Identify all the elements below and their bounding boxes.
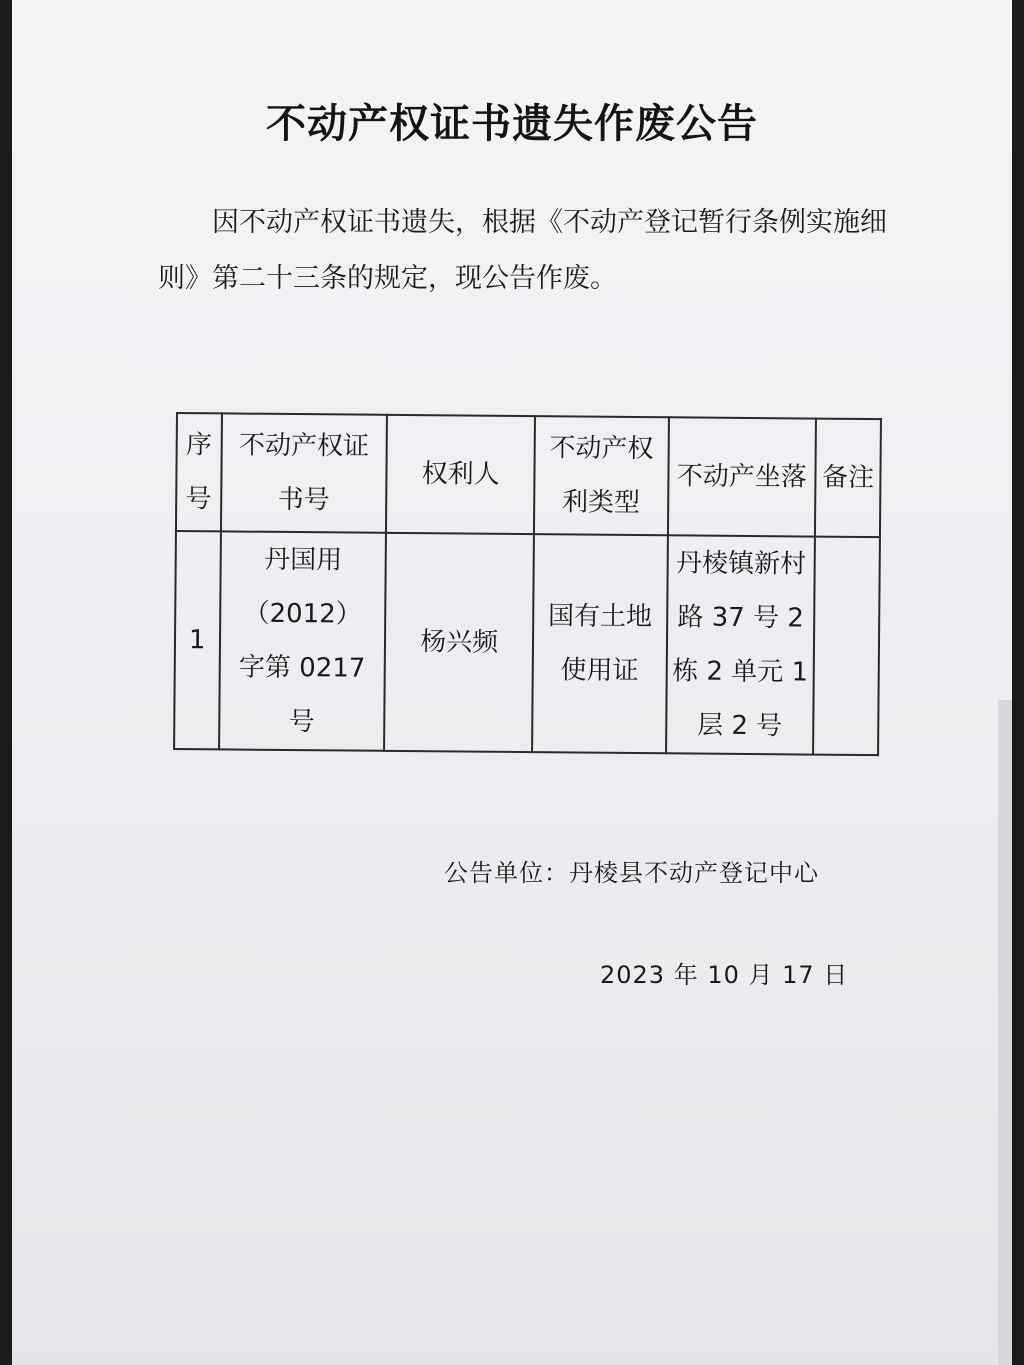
cell-location: 丹棱镇新村路 37 号 2 栋 2 单元 1 层 2 号: [666, 535, 816, 754]
header-right-type: [534, 416, 669, 535]
cell-remark: [813, 537, 880, 756]
issuer-line: 公告单位：丹棱县不动产登记中心: [444, 859, 819, 887]
header-holder: 权利人: [386, 415, 535, 534]
header-remark: 备注: [815, 419, 881, 538]
header-right-type-label: 不动产权利类型: [549, 433, 654, 519]
header-cert-no: [220, 413, 387, 532]
cell-holder: 杨兴频: [384, 533, 534, 752]
header-cert-no-label: 不动产权证书号: [239, 430, 370, 516]
issue-date: 2023 年 10 月 17 日: [600, 961, 849, 989]
header-location: 不动产坐落: [668, 417, 817, 536]
cell-cert-no: [219, 531, 387, 750]
header-seq: 序号: [176, 413, 222, 531]
table-header-row: [176, 413, 881, 537]
document-title: 不动产权证书遗失作废公告: [266, 101, 758, 147]
notice-table: [173, 412, 882, 756]
document-body: 因不动产权证书遗失，根据《不动产登记暂行条例实施细则》第二十三条的规定，现公告作废。: [158, 207, 887, 294]
table-row: [174, 531, 880, 755]
paper-edge: [998, 700, 1012, 1365]
cell-right-type: 国有土地使用证: [532, 534, 667, 753]
cert-no-text: 丹国用（2012）字第 0217 号: [238, 544, 366, 738]
cell-seq: 1: [174, 531, 220, 749]
